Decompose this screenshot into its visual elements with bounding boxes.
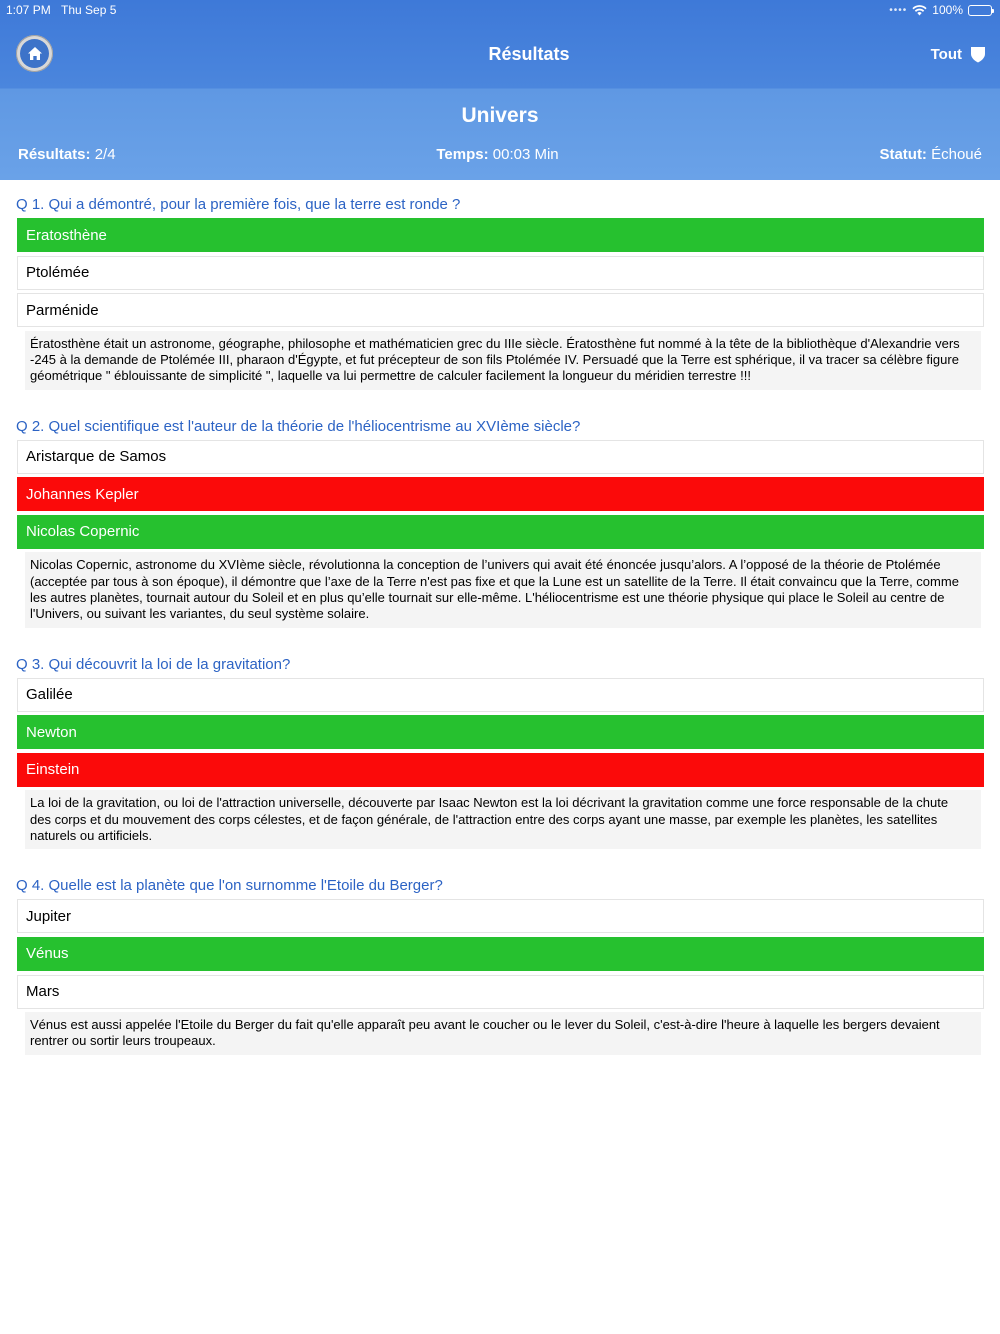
result-stats	[18, 146, 982, 163]
quiz-title: Univers	[461, 104, 539, 127]
question-block	[16, 654, 984, 850]
answer-option[interactable]: Einstein	[17, 753, 984, 787]
answer-explanation: Ératosthène était un astronome, géographe, philosophe et mathématicien grec du IIIe siècle. Ératosthène fut nommé à la tête de la bibliothèque d'Alexandrie vers -245 à la demande de Ptolémée III, pharaon d'Égypte, et fut précepteur de son fils Ptolémée IV. Persuadé que la Terre est sphérique, il va tracer sa célèbre figure géométrique " éblouissante de simplicité ", laquelle va lui permettre de calculer facilement la longueur du méridien terrestre !!!	[25, 331, 981, 390]
answer-explanation: Nicolas Copernic, astronome du XVIème siècle, révolutionna la conception de l’univers qui avait été énoncée jusqu’alors. A l’opposé de la théorie de Ptolémée (acceptée par tous à son époque), il démontre que l’axe de la Terre n'est pas fixe et que la Lune est un satellite de la Terre. Il était convaincu que la Terre, comme les autres planètes, tournait autour du Soleil et en plus qu’elle tournait sur elle-même. L'héliocentrisme est une théorie physique qui place le Soleil au centre de l'Univers, ou suivant les variantes, du seul système solaire.	[25, 552, 981, 627]
status-stat	[879, 146, 982, 163]
page-title: Résultats	[488, 44, 570, 64]
results-list	[16, 194, 984, 1081]
wifi-icon	[912, 5, 927, 16]
answer-option[interactable]: Eratosthène	[17, 218, 984, 252]
battery-icon	[968, 5, 992, 16]
score-stat	[18, 146, 116, 163]
question-text: Q 4. Quelle est la planète que l'on surnomme l'Etoile du Berger?	[16, 877, 443, 895]
status-bar	[0, 0, 1000, 20]
signal-icon: ••••	[889, 4, 908, 16]
question-block	[16, 416, 984, 628]
score-label: Résultats:	[18, 146, 91, 163]
answer-option[interactable]: Vénus	[17, 937, 984, 971]
time-label: Temps:	[436, 146, 489, 163]
nav-bar	[0, 20, 1000, 88]
question-text: Q 2. Quel scientifique est l'auteur de la théorie de l'héliocentrisme au XVIème siècle?	[16, 417, 581, 435]
answer-option[interactable]: Nicolas Copernic	[17, 515, 984, 549]
answer-option[interactable]: Aristarque de Samos	[17, 440, 984, 474]
answer-explanation: Vénus est aussi appelée l'Etoile du Berger du fait qu'elle apparaît peu avant le coucher ou le lever du Soleil, c'est-à-dire l'heure à laquelle les bergers devaient rentrer ou sortir leurs troupeaux.	[25, 1012, 981, 1055]
header	[0, 0, 1000, 180]
filter-label: Tout	[930, 46, 962, 63]
shield-icon	[970, 46, 986, 63]
question-text: Q 1. Qui a démontré, pour la première fois, que la terre est ronde ?	[16, 196, 461, 213]
status-time: 1:07 PM	[6, 3, 51, 17]
answer-explanation: La loi de la gravitation, ou loi de l'attraction universelle, découverte par Isaac Newton est la loi décrivant la gravitation comme une force responsable de la chute des corps et du mouvement des corps célestes, et de façon générale, de l'attraction entre des corps ayant une masse, par exemple les planètes, les satellites naturels ou artificiels.	[25, 790, 981, 849]
status-date: Thu Sep 5	[61, 3, 117, 17]
question-text: Q 3. Qui découvrit la loi de la gravitation?	[16, 655, 291, 673]
status-label: Statut:	[879, 146, 927, 163]
battery-percent: 100%	[932, 3, 963, 17]
status-right	[889, 3, 992, 17]
answer-option[interactable]: Parménide	[17, 293, 984, 327]
answer-option[interactable]: Newton	[17, 715, 984, 749]
answer-option[interactable]: Mars	[17, 975, 984, 1009]
time-value: 00:03 Min	[492, 146, 559, 163]
question-block	[16, 875, 984, 1054]
answer-option[interactable]: Ptolémée	[17, 256, 984, 290]
answer-option[interactable]: Galilée	[17, 678, 984, 712]
score-value: 2/4	[94, 146, 116, 163]
answer-option[interactable]: Johannes Kepler	[17, 477, 984, 511]
filter-button[interactable]	[931, 46, 986, 63]
status-value: Échoué	[931, 146, 982, 163]
question-block	[16, 194, 984, 390]
time-stat	[436, 146, 558, 163]
answer-option[interactable]: Jupiter	[17, 899, 984, 933]
